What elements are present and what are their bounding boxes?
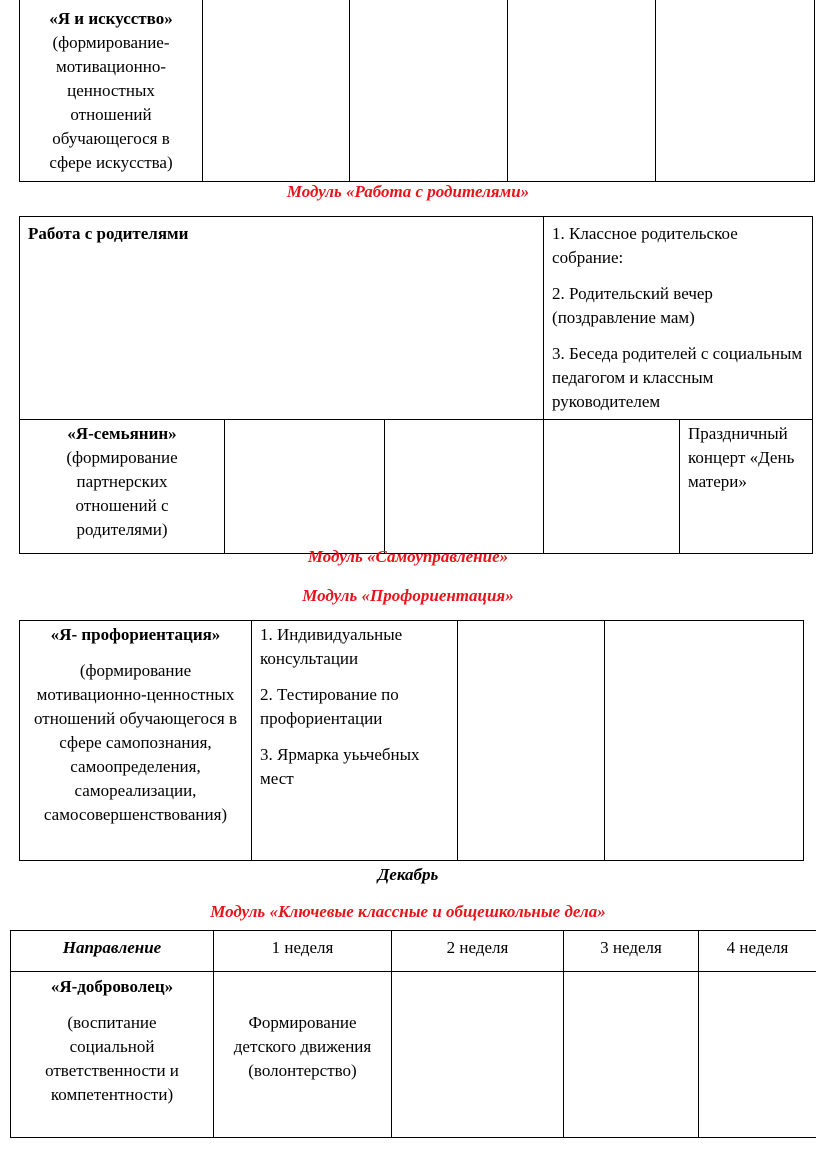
family-title: «Я-семьянин» — [67, 424, 177, 443]
art-cell — [20, 0, 203, 182]
empty-cell — [564, 972, 699, 1138]
header-direction: Направление — [62, 938, 162, 957]
art-description: (формирование-мотивационно-ценностных отношений обучающегося в сфере искусства) — [49, 33, 173, 172]
empty-cell — [203, 0, 350, 182]
career-items-cell — [252, 621, 458, 861]
empty-cell — [656, 0, 815, 182]
header-cell — [699, 931, 816, 972]
empty-cell — [225, 420, 385, 554]
table-career — [19, 620, 804, 861]
parents-item: 3. Беседа родителей с социальным педагогом и классным руководителем — [552, 344, 803, 411]
header-cell — [214, 931, 392, 972]
volunteer-description: (воспитание социальной ответственности и компетентности) — [45, 1013, 179, 1104]
heading-career: Модуль «Профориентация» — [302, 586, 514, 605]
concert-cell — [680, 420, 813, 554]
header-week-3: 3 неделя — [600, 938, 662, 957]
parents-items-cell — [544, 217, 813, 420]
heading-parents: Модуль «Работа с родителями» — [286, 182, 530, 201]
empty-cell — [458, 621, 605, 861]
empty-cell — [508, 0, 656, 182]
career-item: 2. Тестирование по профориентации — [260, 685, 399, 728]
header-cell — [392, 931, 564, 972]
career-item: 3. Ярмарка уььчебных мест — [260, 745, 420, 788]
header-week-4: 4 неделя — [726, 938, 789, 957]
family-description: (формирование партнерских отношений с родителями) — [66, 448, 178, 539]
empty-cell — [385, 420, 544, 554]
heading-key-activities: Модуль «Ключевые классные и общешкольные дела» — [210, 902, 606, 921]
table-art — [19, 0, 815, 182]
week1-activity: Формирование детского движения (волонтерство) — [233, 1013, 372, 1080]
empty-cell — [544, 420, 680, 554]
art-title: «Я и искусство» — [49, 9, 173, 28]
career-item: 1. Индивидуальные консультации — [260, 625, 403, 668]
table-parents — [19, 216, 813, 554]
heading-december: Декабрь — [377, 865, 439, 884]
parents-label-cell — [20, 217, 544, 420]
career-description: (формирование мотивационно-ценностных отношений обучающегося в сфере самопознания, самоопределения, самореализации, самосовершенствования) — [33, 661, 238, 824]
career-title: «Я- профориентация» — [50, 625, 221, 644]
career-cell — [20, 621, 252, 861]
table-key-activities — [10, 930, 816, 1138]
parents-item: 2. Родительский вечер (поздравление мам) — [552, 284, 713, 327]
concert-text: Праздничный концерт «День матери» — [688, 424, 795, 491]
week1-cell — [214, 972, 392, 1138]
header-week-1: 1 неделя — [271, 938, 334, 957]
parents-label: Работа с родителями — [28, 224, 189, 243]
empty-cell — [350, 0, 508, 182]
empty-cell — [605, 621, 804, 861]
parents-item: 1. Классное родительское собрание: — [552, 224, 738, 267]
heading-selfgovernment: Модуль «Самоуправление» — [307, 547, 509, 566]
header-cell — [564, 931, 699, 972]
volunteer-title: «Я-доброволец» — [50, 977, 174, 996]
volunteer-cell — [11, 972, 214, 1138]
empty-cell — [392, 972, 564, 1138]
empty-cell — [699, 972, 816, 1138]
family-cell — [20, 420, 225, 554]
header-week-2: 2 неделя — [446, 938, 509, 957]
header-cell — [11, 931, 214, 972]
